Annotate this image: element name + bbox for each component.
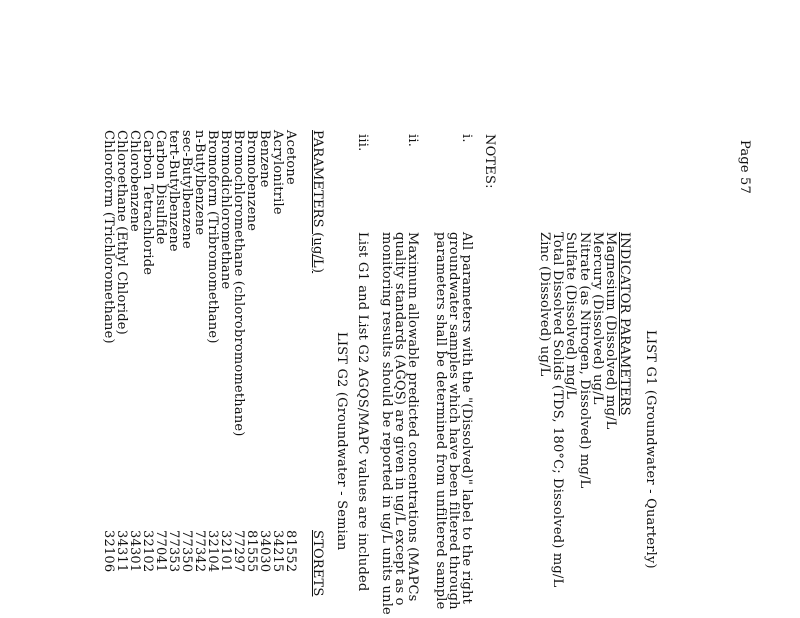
list-g2-title: LIST G2 (Groundwater - Semian [334,332,349,551]
table-row-name: Bromodichloromethane [218,130,233,290]
table-row-name: Carbon Tetrachloride [140,130,155,276]
note-line: Maximum allowable predicted concentrations (MAPCs [405,232,420,602]
table-row-name: Benzene [257,130,272,188]
parameter-item: Sulfate (Dissolved) mg/L [563,232,578,400]
note-line: parameters shall be determined from unfiltered sample [433,232,448,610]
table-row-storet: 77350 [179,530,194,573]
list-g1-title: LIST G1 (Groundwater - Quarterly) [643,330,658,569]
indicator-parameters-heading: INDICATOR PARAMETERS [617,232,632,416]
table-row-storet: 32106 [101,530,116,573]
table-row-storet: 32102 [140,530,155,573]
table-row-storet: 34311 [114,530,129,573]
note-line: groundwater samples which have been filtered through [446,232,461,610]
parameter-item: Zinc (Dissolved) ug/L [537,232,552,377]
parameter-item: Nitrate (as Nitrogen, Dissolved) mg/L [577,232,592,489]
note-marker: ii. [405,134,420,148]
table-row-name: Chloroethane (Ethyl Chloride) [114,130,129,335]
storets-column-header: STORETS [310,530,325,597]
parameter-item: Mercury (Dissolved) ug/L [590,232,605,405]
table-row-name: n-Butylbenzene [192,130,207,236]
note-line: monitoring results should be reported in ug/L units unle [379,232,394,615]
notes-heading: NOTES: [482,134,497,189]
table-row-name: Chloroform (Trichloromethane) [101,130,116,344]
table-row-name: Chlorobenzene [127,130,142,232]
table-row-name: Bromobenzene [244,130,259,232]
table-row-name: Carbon Disulfide [153,130,168,245]
table-row-storet: 77297 [231,530,246,573]
table-row-name: Bromochloromethane (chlorobromomethane) [231,130,246,437]
table-row-storet: 32101 [218,530,233,573]
parameter-item: Total Dissolved Solids (TDS, 180°C; Dissolved) mg/L [550,232,565,588]
table-row-storet: 34215 [270,530,285,573]
table-row-name: Acetone [283,130,298,185]
note-marker: iii. [355,134,370,152]
note-line: quality standards (AGQS) are given in ug/L except as o [392,232,407,606]
table-row-storet: 77041 [153,530,168,573]
parameter-item: Magnesium (Dissolved) mg/L [603,232,618,430]
table-row-storet: 81552 [283,530,298,573]
note-line: All parameters with the "(Dissolved)" label to the right [459,232,474,605]
table-row-storet: 34301 [127,530,142,573]
note-line: List G1 and List G2 AGQS/MAPC values are included [355,232,370,592]
parameters-column-header: PARAMETERS (ug/L) [310,130,325,274]
table-row-storet: 77342 [192,530,207,573]
page-number: Page 57 [737,140,752,195]
table-row-storet: 32104 [205,530,220,573]
table-row-name: Bromoform (Tribromomethane) [205,130,220,344]
table-row-storet: 81555 [244,530,259,573]
table-row-storet: 34030 [257,530,272,573]
table-row-storet: 77353 [166,530,181,573]
table-row-name: tert-Butylbenzene [166,130,181,252]
table-row-name: Acrylonitrile [270,130,285,215]
note-marker: i. [459,134,474,143]
table-row-name: sec-Butylbenzene [179,130,194,249]
